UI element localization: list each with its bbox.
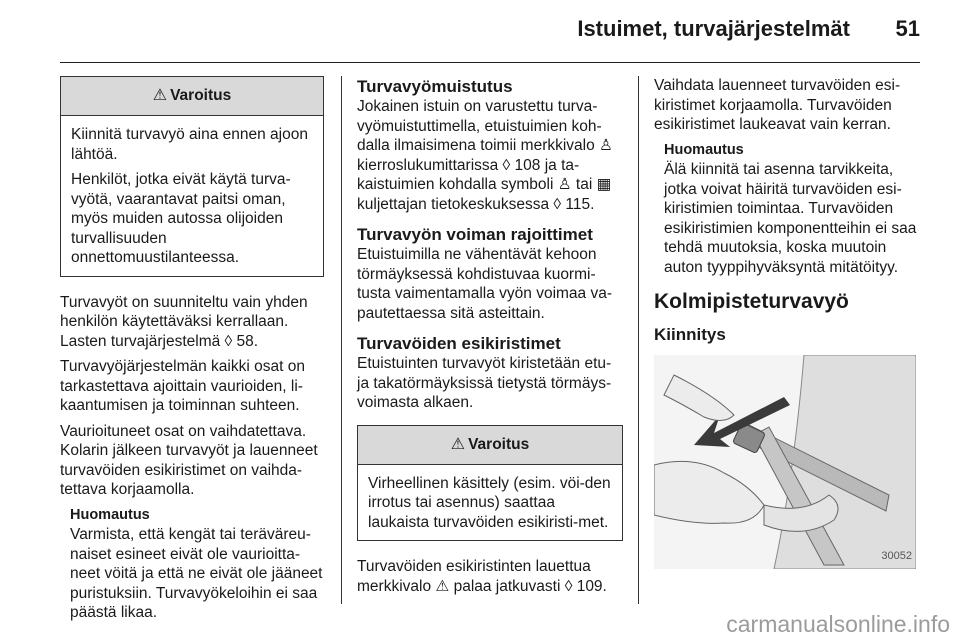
column-1	[60, 76, 324, 629]
warning-paragraph: Henkilöt, jotka eivät käytä turva-vyötä, vaarantavat paitsi oman, myös muiden autossa olijoiden turvallisuuden onnettomuustilanteessa.	[71, 171, 291, 266]
section-heading: Turvavyömuistutus	[357, 77, 513, 96]
body-paragraph: Vaihdata lauenneet turvavöiden esi-kiristimet korjaamolla. Turvavöiden esikiristimet laukeavat vain kerran.	[654, 77, 901, 133]
body-paragraph: Turvavyöt on suunniteltu vain yhden henkilön käytettäväksi kerrallaan. Lasten turvajärjestelmä ◊ 58.	[60, 293, 308, 350]
figure-number: 30052	[881, 550, 912, 562]
section-heading: Turvavyön voiman rajoittimet	[357, 225, 593, 244]
page-number: 51	[895, 16, 920, 41]
section-heading: Kolmipisteturvavyö	[654, 290, 849, 313]
note-block	[60, 506, 324, 623]
warning-triangle-icon: ⚠	[152, 87, 168, 105]
note-title: Huomautus	[70, 506, 150, 523]
subsection-heading: Kiinnitys	[654, 325, 726, 344]
note-text: Älä kiinnitä tai asenna tarvikkeita, jotka voivat häiritä turvavöiden esi-kiristimien toimintaa. Turvavöiden esikiristimien komponentteihin ei saa tehdä muutoksia, koska muutoin auton tyyppihyväksyntä mitätöityy.	[664, 161, 917, 276]
note-block	[654, 141, 922, 278]
column-divider	[638, 76, 639, 604]
warning-paragraph: Virheellinen käsittely (esim. vöi-den irrotus tai asennus) saattaa laukaista turvavöiden esikiristi-met.	[368, 474, 611, 531]
column-2	[357, 76, 623, 602]
warning-body	[358, 465, 622, 541]
warning-title: Varoitus	[468, 435, 530, 453]
warning-box	[60, 76, 324, 277]
watermark-text: carmanualsonline.info	[726, 611, 950, 637]
body-paragraph: Turvavyöjärjestelmän kaikki osat on tarkastettava ajoittain vaurioiden, li-kaantumisen ja toiminnan suhteen.	[60, 358, 305, 414]
page-header	[60, 0, 920, 63]
warning-title: Varoitus	[170, 87, 232, 105]
section-text: Jokainen istuin on varustettu turva-vyömuistuttimella, etuistuimien koh-dalla ilmaisimena toimii merkkivalo ♙ kierroslukumittarissa ◊ 108 ja ta-kaistuimien kohdalla symboli ♙ tai ▦ kuljettajan tietokeskuksessa ◊ 115.	[357, 98, 613, 213]
page-title: Istuimet, turvajärjestelmät	[577, 16, 850, 41]
warning-body	[61, 116, 323, 276]
column-3	[654, 76, 922, 569]
warning-header	[358, 426, 622, 465]
section-text: Etuistuinten turvavyöt kiristetään etu-ja takatörmäyksissä tietystä törmäys-voimasta alkaen.	[357, 355, 612, 411]
seatbelt-drawing	[654, 355, 916, 569]
column-divider	[341, 76, 342, 604]
seatbelt-illustration	[654, 355, 916, 569]
body-paragraph: Vaurioituneet osat on vaihdatettava. Kolarin jälkeen turvavyöt ja lauenneet turvavöiden esikiristimet on vaihda-tettava korjaamolla.	[60, 422, 318, 498]
warning-box	[357, 425, 623, 542]
section-text: Etuistuimilla ne vähentävät kehoon törmäyksessä kohdistuvaa kuormi-tusta vaimentamalla vyön voimaa va-pautettaessa sitä asteittain.	[357, 246, 613, 322]
note-text: Varmista, että kengät tai teräväreu-naiset esineet eivät ole vaurioitta-neet vöitä ja että ne eivät ole jääneet puristuksiin. Turvavyökeloihin ei saa päästä likaa.	[70, 526, 323, 621]
warning-header	[61, 77, 323, 116]
warning-triangle-icon: ⚠	[450, 435, 466, 453]
body-paragraph: Turvavöiden esikiristinten lauettua merkkivalo ⚠ palaa jatkuvasti ◊ 109.	[357, 558, 607, 595]
note-title: Huomautus	[664, 141, 744, 158]
warning-paragraph: Kiinnitä turvavyö aina ennen ajoon lähtöä.	[71, 126, 308, 163]
section-heading: Turvavöiden esikiristimet	[357, 334, 561, 353]
